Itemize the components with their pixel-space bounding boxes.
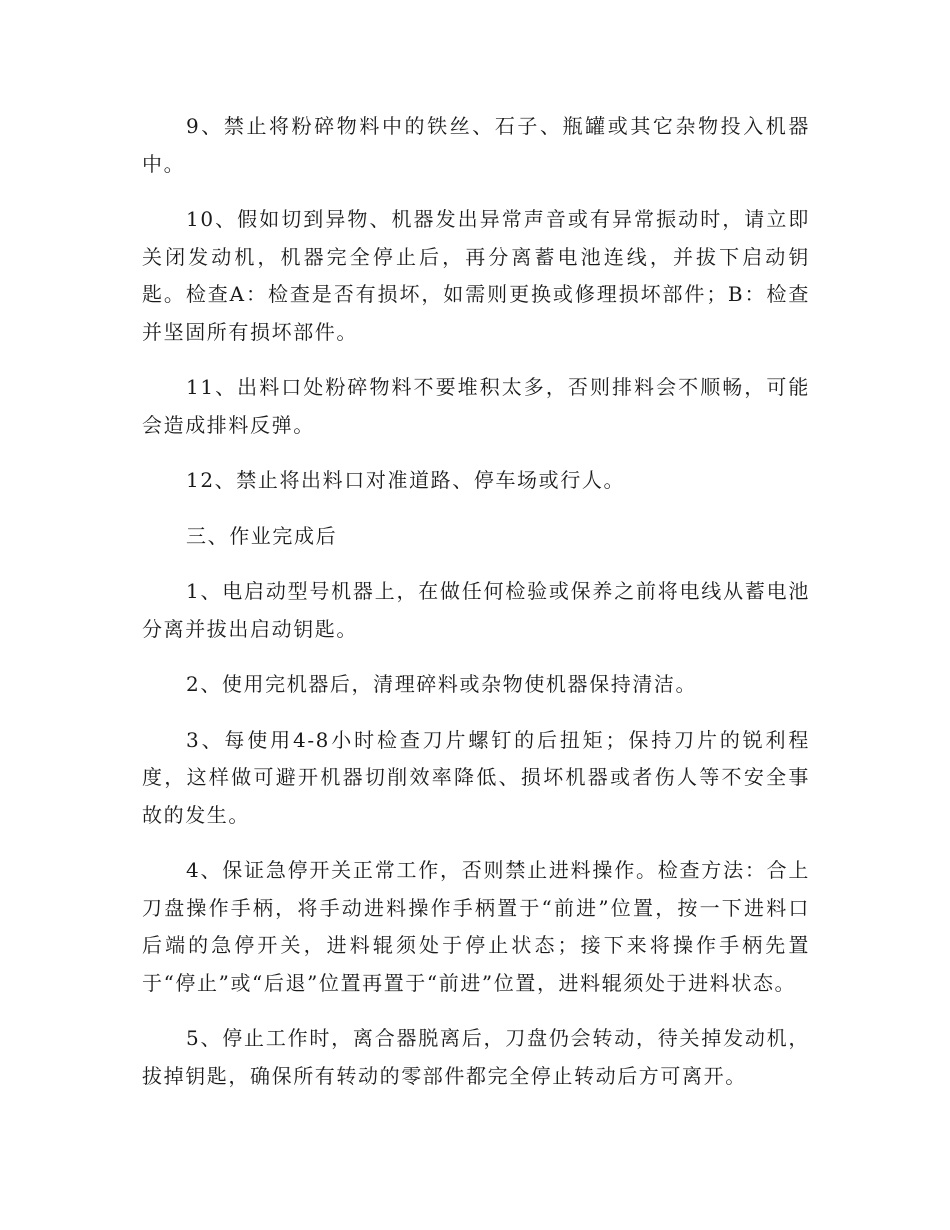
section-heading: 三、作业完成后 (186, 523, 338, 548)
document-body (142, 108, 810, 1113)
paragraph-item-10: 10、假如切到异物、机器发出异常声音或有异常振动时，请立即关闭发动机，机器完全停止后，再分离蓄电池连线，并拔下启动钥匙。检查A：检查是否有损坏，如需则更换或修理损坏部件；B：检查并坚固所有损坏部件。 (142, 207, 810, 344)
paragraph-item-1: 1、电启动型号机器上，在做任何检验或保养之前将电线从蓄电池分离并拔出启动钥匙。 (142, 579, 810, 641)
paragraph-item-11: 11、出料口处粉碎物料不要堆积太多，否则排料会不顺畅，可能会造成排料反弹。 (142, 375, 810, 437)
paragraph-item-5: 5、停止工作时，离合器脱离后，刀盘仍会转动，待关掉发动机，拔掉钥匙，确保所有转动的零部件都完全停止转动后方可离开。 (142, 1026, 810, 1088)
paragraph-item-3: 3、每使用4-8小时检查刀片螺钉的后扭矩；保持刀片的锐利程度，这样做可避开机器切削效率降低、损坏机器或者伤人等不安全事故的发生。 (142, 727, 810, 827)
paragraph-item-9: 9、禁止将粉碎物料中的铁丝、石子、瓶罐或其它杂物投入机器中。 (142, 114, 810, 176)
paragraph-item-12: 12、禁止将出料口对准道路、停车场或行人。 (186, 468, 626, 492)
paragraph-item-2: 2、使用完机器后，清理碎料或杂物使机器保持清洁。 (186, 672, 698, 696)
paragraph-item-4: 4、保证急停开关正常工作，否则禁止进料操作。检查方法：合上刀盘操作手柄，将手动进料操作手柄置于“前进”位置，按一下进料口后端的急停开关，进料辊须处于停止状态；接下来将操作手柄先置于“停止”或“后退”位置再置于“前进”位置，进料辊须处于进料状态。 (142, 858, 810, 995)
